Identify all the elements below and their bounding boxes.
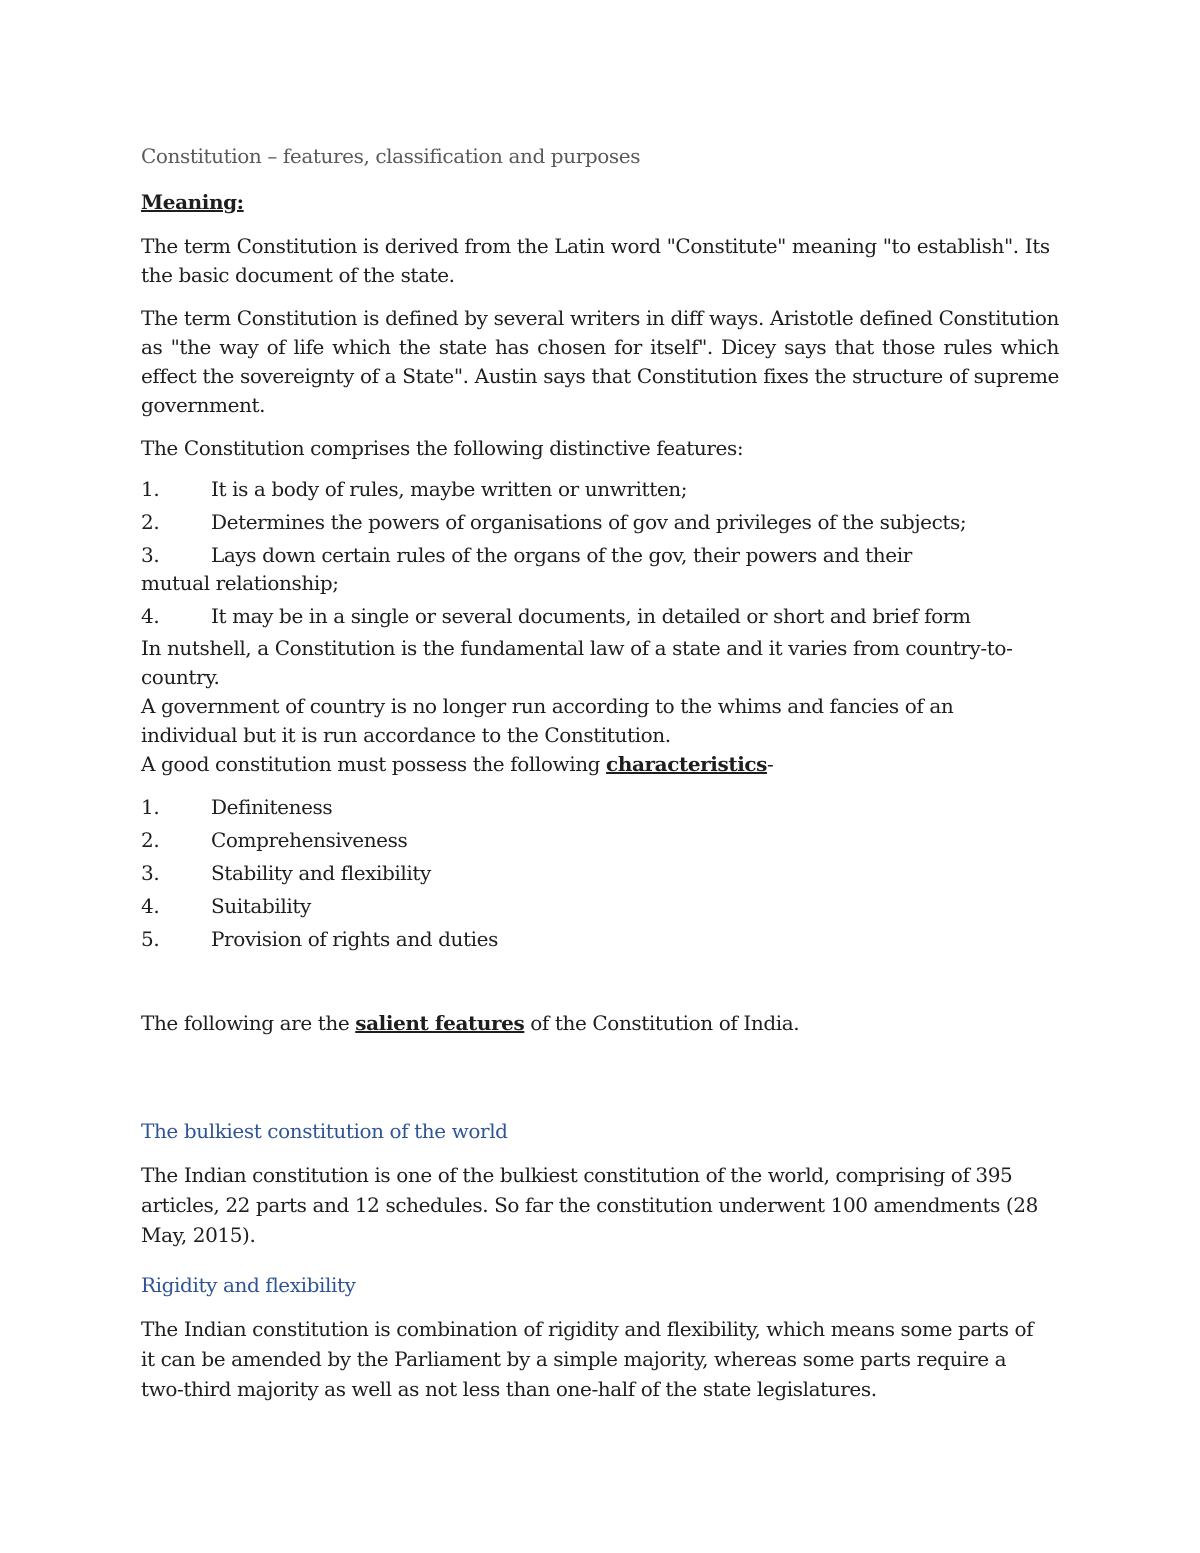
paragraph-bulkiest: The Indian constitution is one of the bulkiest constitution of the world, comprising of 395 articles, 22 parts and 12 schedules. So far the constitution underwent 100 amendments (28 May, 2015). <box>141 1163 1038 1247</box>
document-title: Constitution – features, classification and purposes <box>141 144 641 168</box>
paragraph-definition: The term Constitution is derived from the Latin word "Constitute" meaning "to establish". Its the basic document of the state. <box>141 234 1050 287</box>
document-page <box>141 142 1059 1418</box>
list-item <box>141 826 1059 854</box>
paragraph-writers: The term Constitution is defined by several writers in diff ways. Aristotle defined Constitution as "the way of life which the state has chosen for itself". Dicey says that those rules which effect the sovereignty of a State". Austin says that Constitution fixes the structure of supreme government. <box>141 306 1059 417</box>
list-text: Stability and flexibility <box>211 861 431 885</box>
characteristics-term: characteristics <box>606 752 768 776</box>
list-number: 1. <box>141 795 160 819</box>
list-item <box>141 793 1059 821</box>
paragraph-salient: The following are the salient features of the Constitution of India. <box>141 1011 800 1035</box>
list-item <box>141 541 971 597</box>
list-number: 5. <box>141 927 160 951</box>
list-text: Provision of rights and duties <box>211 927 498 951</box>
list-item <box>141 475 1059 503</box>
list-item <box>141 602 1059 630</box>
list-number: 2. <box>141 510 160 534</box>
salient-features-term: salient features <box>355 1011 525 1035</box>
list-item <box>141 892 1059 920</box>
list-text: It may be in a single or several documents, in detailed or short and brief form <box>211 604 971 628</box>
paragraph-nutshell: In nutshell, a Constitution is the fundamental law of a state and it varies from country-to-country. <box>141 636 1013 689</box>
paragraph-government: A government of country is no longer run according to the whims and fancies of an individual but it is run accordance to the Constitution. <box>141 694 954 747</box>
nutshell-block <box>141 634 1059 779</box>
meaning-heading: Meaning: <box>141 190 244 214</box>
heading-bulkiest: The bulkiest constitution of the world <box>141 1119 508 1143</box>
list-number: 1. <box>141 477 160 501</box>
paragraph-features-intro: The Constitution comprises the following distinctive features: <box>141 436 744 460</box>
list-item <box>141 925 1059 953</box>
list-number: 3. <box>141 543 160 567</box>
list-number: 4. <box>141 604 160 628</box>
list-text: Definiteness <box>211 795 333 819</box>
list-number: 2. <box>141 828 160 852</box>
heading-rigidity: Rigidity and flexibility <box>141 1273 356 1297</box>
list-item <box>141 859 1059 887</box>
list-text: Suitability <box>211 894 311 918</box>
paragraph-good-constitution: A good constitution must possess the following characteristics- <box>141 752 774 776</box>
features-list <box>141 475 1059 630</box>
list-text: Lays down certain rules of the organs of the gov, their powers and their mutual relationship; <box>141 543 912 595</box>
list-number: 3. <box>141 861 160 885</box>
list-item <box>141 508 1059 536</box>
paragraph-rigidity: The Indian constitution is combination of rigidity and flexibility, which means some parts of it can be amended by the Parliament by a simple majority, whereas some parts require a two-third majority as well as not less than one-half of the state legislatures. <box>141 1317 1034 1401</box>
list-number: 4. <box>141 894 160 918</box>
characteristics-list <box>141 793 1059 953</box>
list-text: Determines the powers of organisations of gov and privileges of the subjects; <box>211 510 967 534</box>
list-text: Comprehensiveness <box>211 828 408 852</box>
list-text: It is a body of rules, maybe written or unwritten; <box>211 477 688 501</box>
